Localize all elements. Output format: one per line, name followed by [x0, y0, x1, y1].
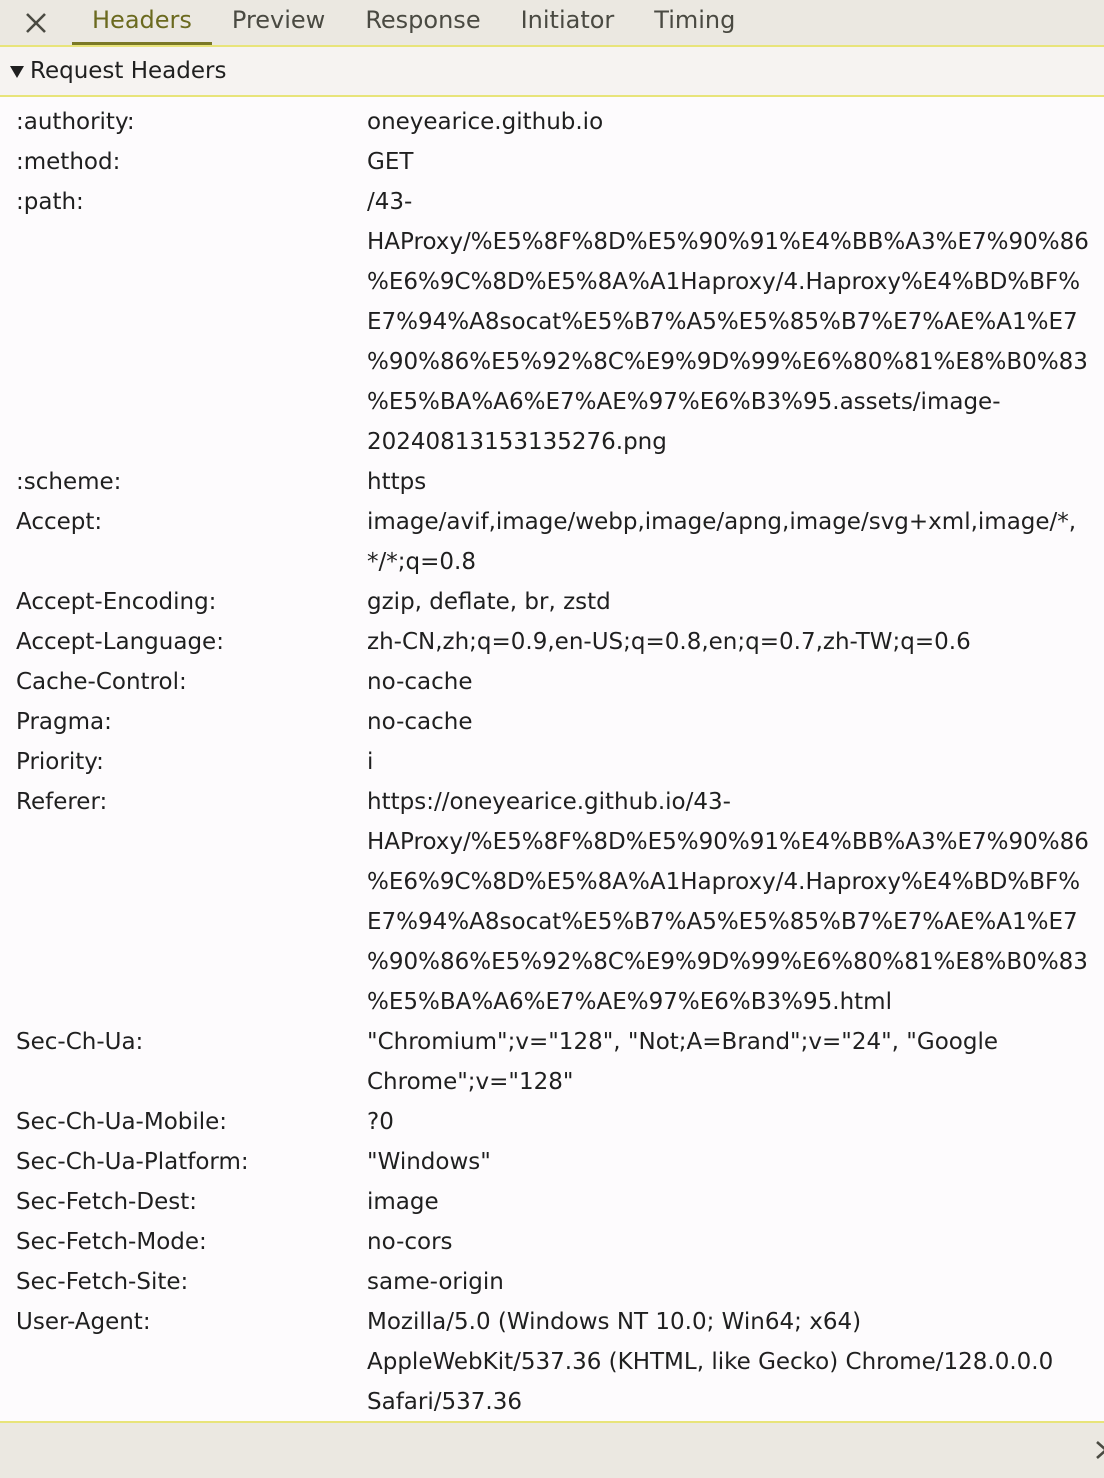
header-name: :authority:	[16, 109, 135, 135]
header-value-line: "Chromium";v="128", "Not;A=Brand";v="24", "Google	[367, 1029, 998, 1055]
header-value-line: /43-	[367, 189, 413, 215]
tab-headers[interactable]: Headers	[72, 0, 212, 45]
header-row	[0, 1302, 1104, 1422]
header-name: Sec-Ch-Ua-Platform:	[16, 1149, 249, 1175]
header-value-line: GET	[367, 149, 414, 175]
header-value-line: "Windows"	[367, 1149, 491, 1175]
header-row	[0, 782, 1104, 1022]
header-value-line: oneyearice.github.io	[367, 109, 604, 135]
header-name: Sec-Ch-Ua:	[16, 1029, 144, 1055]
tab-preview[interactable]: Preview	[231, 6, 326, 34]
header-name: Accept:	[16, 509, 103, 535]
header-value[interactable]	[367, 742, 1087, 782]
header-value[interactable]	[367, 102, 1087, 142]
header-value[interactable]	[367, 1142, 1087, 1182]
header-row	[0, 1222, 1104, 1262]
header-row	[0, 1102, 1104, 1142]
header-value-line: no-cache	[367, 709, 473, 735]
close-button[interactable]	[0, 0, 72, 45]
header-value-line: Chrome";v="128"	[367, 1069, 574, 1095]
header-value-line: %90%86%E5%92%8C%E9%9D%99%E6%80%81%E8%B0%83	[367, 949, 1088, 975]
tab-response[interactable]: Response	[365, 6, 481, 34]
tab-bar	[0, 0, 1104, 47]
footer-bar	[0, 1421, 1104, 1478]
header-value[interactable]	[367, 1102, 1087, 1142]
header-value-line: same-origin	[367, 1269, 504, 1295]
header-row	[0, 1142, 1104, 1182]
header-name: Accept-Encoding:	[16, 589, 217, 615]
header-value-line: Safari/537.36	[367, 1389, 522, 1415]
header-value[interactable]	[367, 1182, 1087, 1222]
tab-initiator[interactable]: Initiator	[520, 6, 615, 34]
header-value[interactable]	[367, 142, 1087, 182]
header-name: :method:	[16, 149, 121, 175]
header-row	[0, 1262, 1104, 1302]
header-value-line: HAProxy/%E5%8F%8D%E5%90%91%E4%BB%A3%E7%90%86	[367, 829, 1089, 855]
chevron-right-icon[interactable]	[1094, 1439, 1104, 1465]
header-value[interactable]	[367, 662, 1087, 702]
header-value[interactable]	[367, 1262, 1087, 1302]
header-name: Priority:	[16, 749, 104, 775]
header-value[interactable]	[367, 502, 1087, 582]
header-row	[0, 702, 1104, 742]
header-row	[0, 502, 1104, 582]
header-name: Cache-Control:	[16, 669, 187, 695]
header-value-line: %90%86%E5%92%8C%E9%9D%99%E6%80%81%E8%B0%83	[367, 349, 1088, 375]
header-row	[0, 742, 1104, 782]
header-value[interactable]	[367, 582, 1087, 622]
header-name: Pragma:	[16, 709, 112, 735]
header-value[interactable]	[367, 782, 1087, 1022]
header-row	[0, 1022, 1104, 1102]
header-name: Referer:	[16, 789, 108, 815]
header-name: User-Agent:	[16, 1309, 151, 1335]
header-value[interactable]	[367, 1022, 1087, 1102]
header-value[interactable]	[367, 702, 1087, 742]
section-title: Request Headers	[30, 58, 227, 84]
header-row	[0, 142, 1104, 182]
header-value[interactable]	[367, 1302, 1087, 1422]
tab-timing[interactable]: Timing	[654, 6, 736, 34]
header-value[interactable]	[367, 622, 1087, 662]
header-value-line: %E5%BA%A6%E7%AE%97%E6%B3%95.html	[367, 989, 892, 1015]
header-value-line: zh-CN,zh;q=0.9,en-US;q=0.8,en;q=0.7,zh-TW;q=0.6	[367, 629, 971, 655]
header-row	[0, 582, 1104, 622]
header-row	[0, 102, 1104, 142]
header-value-line: Mozilla/5.0 (Windows NT 10.0; Win64; x64)	[367, 1309, 862, 1335]
header-row	[0, 662, 1104, 702]
header-value[interactable]	[367, 1222, 1087, 1262]
triangle-down-icon	[10, 66, 24, 78]
header-value-line: AppleWebKit/537.36 (KHTML, like Gecko) Chrome/128.0.0.0	[367, 1349, 1054, 1375]
header-name: Sec-Ch-Ua-Mobile:	[16, 1109, 228, 1135]
header-name: Sec-Fetch-Site:	[16, 1269, 189, 1295]
header-value[interactable]	[367, 462, 1087, 502]
header-value-line: %E5%BA%A6%E7%AE%97%E6%B3%95.assets/image-	[367, 389, 1001, 415]
close-icon	[25, 12, 47, 34]
header-value-line: %E6%9C%8D%E5%8A%A1Haproxy/4.Haproxy%E4%BD%BF%	[367, 869, 1081, 895]
request-headers-section-toggle[interactable]	[0, 47, 1104, 97]
header-name: :path:	[16, 189, 84, 215]
header-value-line: https	[367, 469, 427, 495]
header-value-line: image	[367, 1189, 439, 1215]
header-name: Sec-Fetch-Dest:	[16, 1189, 197, 1215]
header-value-line: no-cors	[367, 1229, 453, 1255]
header-value-line: */*;q=0.8	[367, 549, 476, 575]
header-value-line: E7%94%A8socat%E5%B7%A5%E5%85%B7%E7%AE%A1%E7	[367, 309, 1078, 335]
header-value-line: image/avif,image/webp,image/apng,image/svg+xml,image/*,	[367, 509, 1077, 535]
header-value-line: 20240813153135276.png	[367, 429, 667, 455]
header-value-line: i	[367, 749, 374, 775]
header-row	[0, 462, 1104, 502]
header-row	[0, 182, 1104, 462]
header-value-line: no-cache	[367, 669, 473, 695]
header-name: Accept-Language:	[16, 629, 224, 655]
header-value-line: E7%94%A8socat%E5%B7%A5%E5%85%B7%E7%AE%A1%E7	[367, 909, 1078, 935]
header-value-line: https://oneyearice.github.io/43-	[367, 789, 731, 815]
header-row	[0, 1182, 1104, 1222]
header-value-line: gzip, deflate, br, zstd	[367, 589, 611, 615]
header-name: Sec-Fetch-Mode:	[16, 1229, 207, 1255]
headers-list	[0, 102, 1104, 1422]
header-value-line: ?0	[367, 1109, 394, 1135]
header-value[interactable]	[367, 182, 1087, 462]
header-name: :scheme:	[16, 469, 122, 495]
header-value-line: %E6%9C%8D%E5%8A%A1Haproxy/4.Haproxy%E4%BD%BF%	[367, 269, 1081, 295]
header-value-line: HAProxy/%E5%8F%8D%E5%90%91%E4%BB%A3%E7%90%86	[367, 229, 1089, 255]
header-row	[0, 622, 1104, 662]
